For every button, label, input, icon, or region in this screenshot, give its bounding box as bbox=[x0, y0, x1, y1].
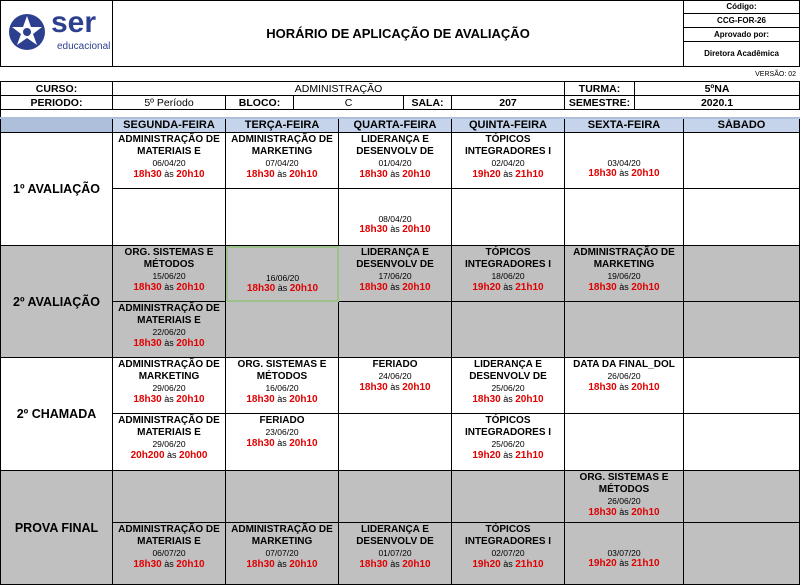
ser-logo-icon bbox=[7, 10, 47, 54]
start-time: 18h30 bbox=[133, 558, 162, 570]
exam-date: 06/07/20 bbox=[152, 548, 186, 559]
time-separator: às bbox=[274, 558, 290, 569]
start-time: 19h20 bbox=[472, 168, 501, 180]
exam-time bbox=[452, 394, 564, 406]
start-time: 20h200 bbox=[130, 449, 165, 461]
end-time: 20h10 bbox=[631, 381, 660, 393]
time-separator: às bbox=[616, 381, 632, 392]
end-time: 20h00 bbox=[179, 449, 208, 461]
exam-time bbox=[226, 169, 338, 181]
end-time: 20h10 bbox=[176, 393, 205, 405]
time-separator: às bbox=[500, 449, 516, 460]
time-separator: às bbox=[500, 558, 516, 569]
slot-r2b-5[interactable] bbox=[565, 302, 684, 358]
time-separator: às bbox=[616, 281, 632, 292]
subject-label: ORG. SISTEMAS E MÉTODOS bbox=[237, 359, 327, 383]
exam-date: 08/04/20 bbox=[378, 214, 412, 224]
exam-time bbox=[339, 282, 451, 294]
subject-label bbox=[565, 134, 683, 158]
end-time: 21h10 bbox=[515, 449, 544, 461]
slot-r2b-4[interactable] bbox=[452, 302, 565, 358]
slot-r2b-6[interactable] bbox=[684, 302, 800, 358]
exam-time bbox=[226, 438, 338, 450]
time-separator: às bbox=[616, 506, 632, 517]
start-time: 19h20 bbox=[588, 558, 617, 570]
subject-label: ORG. SISTEMAS E MÉTODOS bbox=[579, 472, 669, 496]
end-time: 21h10 bbox=[515, 281, 544, 293]
sala-label: SALA: bbox=[404, 96, 452, 110]
exam-time bbox=[452, 169, 564, 181]
start-time: 18h30 bbox=[133, 337, 162, 349]
start-time: 18h30 bbox=[359, 224, 388, 236]
start-time: 18h30 bbox=[359, 558, 388, 570]
slot-r1a-4[interactable] bbox=[452, 133, 565, 189]
start-time: 18h30 bbox=[133, 168, 162, 180]
time-separator: às bbox=[387, 381, 403, 392]
start-time: 18h30 bbox=[246, 437, 275, 449]
start-time: 19h20 bbox=[472, 281, 501, 293]
subject-label bbox=[228, 249, 337, 273]
slot-r3b-6[interactable] bbox=[684, 414, 800, 471]
start-time: 18h30 bbox=[133, 281, 162, 293]
end-time: 20h10 bbox=[289, 437, 318, 449]
day-header-3: QUARTA-FEIRA bbox=[339, 118, 452, 133]
exam-date: 16/06/20 bbox=[265, 383, 299, 394]
time-separator: às bbox=[275, 283, 290, 294]
exam-time bbox=[226, 394, 338, 406]
exam-date: 29/06/20 bbox=[152, 383, 186, 394]
exam-time bbox=[113, 450, 225, 462]
day-header-2: TERÇA-FEIRA bbox=[226, 118, 339, 133]
time-separator: às bbox=[387, 224, 403, 235]
semestre-label: SEMESTRE: bbox=[565, 96, 635, 110]
slot-r1b-3[interactable] bbox=[339, 189, 452, 246]
row-label-1: 1º AVALIAÇÃO bbox=[0, 133, 113, 246]
curso-value: ADMINISTRAÇÃO bbox=[113, 82, 565, 96]
logo-name: ser bbox=[51, 6, 97, 39]
semestre-value: 2020.1 bbox=[635, 96, 800, 110]
slot-r4a-5[interactable] bbox=[565, 471, 684, 523]
day-header-5: SEXTA-FEIRA bbox=[565, 118, 684, 133]
exam-date: 18/06/20 bbox=[491, 271, 525, 282]
exam-time bbox=[565, 282, 683, 294]
version-label: VERSÃO: 02 bbox=[755, 71, 796, 78]
turma-value: 5ºNA bbox=[635, 82, 800, 96]
end-time: 20h10 bbox=[402, 281, 431, 293]
end-time: 20h10 bbox=[402, 558, 431, 570]
slot-r4b-1[interactable] bbox=[113, 523, 226, 585]
start-time: 18h30 bbox=[359, 168, 388, 180]
exam-time bbox=[565, 507, 683, 519]
logo-box bbox=[0, 0, 113, 67]
row-label-4: PROVA FINAL bbox=[0, 471, 113, 585]
exam-date: 25/06/20 bbox=[491, 439, 525, 450]
slot-r1b-5[interactable] bbox=[565, 189, 684, 246]
slot-r1b-6[interactable] bbox=[684, 189, 800, 246]
logo-subtitle: educacional bbox=[57, 41, 111, 52]
time-separator: às bbox=[387, 558, 403, 569]
end-time: 21h10 bbox=[631, 558, 660, 570]
slot-r3a-6[interactable] bbox=[684, 358, 800, 414]
slot-r4a-4[interactable] bbox=[452, 471, 565, 523]
slot-r3b-4[interactable] bbox=[452, 414, 565, 471]
end-time: 20h10 bbox=[402, 168, 431, 180]
exam-date: 16/06/20 bbox=[265, 273, 300, 283]
exam-date: 19/06/20 bbox=[607, 271, 641, 282]
end-time: 20h10 bbox=[631, 506, 660, 518]
time-separator: às bbox=[164, 449, 180, 460]
slot-r2a-2[interactable] bbox=[226, 246, 339, 302]
end-time: 20h10 bbox=[289, 558, 318, 570]
exam-time bbox=[113, 338, 225, 350]
sala-value: 207 bbox=[452, 96, 565, 110]
exam-time bbox=[113, 169, 225, 181]
start-time: 19h20 bbox=[472, 558, 501, 570]
start-time: 18h30 bbox=[246, 393, 275, 405]
end-time: 20h10 bbox=[289, 393, 318, 405]
slot-r1a-3[interactable] bbox=[339, 133, 452, 189]
header-corner-cell bbox=[0, 118, 113, 133]
slot-r3a-3[interactable] bbox=[339, 358, 452, 414]
end-time: 20h10 bbox=[176, 558, 205, 570]
slot-r1b-1[interactable] bbox=[113, 189, 226, 246]
slot-r2a-3[interactable] bbox=[339, 246, 452, 302]
end-time: 20h10 bbox=[631, 168, 660, 180]
subject-label: TÓPICOS INTEGRADORES I bbox=[464, 415, 552, 439]
start-time: 18h30 bbox=[133, 393, 162, 405]
slot-r4b-2[interactable] bbox=[226, 523, 339, 585]
slot-r1a-5[interactable] bbox=[565, 133, 684, 189]
start-time: 18h30 bbox=[472, 393, 501, 405]
start-time: 18h30 bbox=[588, 168, 617, 180]
start-time: 18h30 bbox=[359, 381, 388, 393]
slot-r4a-6[interactable] bbox=[684, 471, 800, 523]
exam-date: 01/04/20 bbox=[378, 158, 412, 169]
time-separator: às bbox=[500, 168, 516, 179]
exam-time bbox=[565, 168, 683, 180]
bloco-value: C bbox=[294, 96, 404, 110]
exam-time bbox=[565, 558, 683, 570]
slot-r1b-4[interactable] bbox=[452, 189, 565, 246]
time-separator: às bbox=[616, 558, 632, 569]
subject-label: ORG. SISTEMAS E MÉTODOS bbox=[124, 247, 214, 271]
subject-label: LIDERANÇA E DESENVOLV DE bbox=[469, 359, 547, 383]
subject-label: ADMINISTRAÇÃO DE MATERIAIS E bbox=[118, 303, 220, 327]
start-time: 18h30 bbox=[588, 281, 617, 293]
start-time: 19h20 bbox=[472, 449, 501, 461]
subject-label: DATA DA FINAL_DOL bbox=[573, 359, 675, 370]
end-time: 20h10 bbox=[176, 281, 205, 293]
exam-time bbox=[339, 224, 451, 236]
slot-r4a-1[interactable] bbox=[113, 471, 226, 523]
slot-r1a-6[interactable] bbox=[684, 133, 800, 189]
exam-time bbox=[452, 559, 564, 571]
end-time: 20h10 bbox=[515, 393, 544, 405]
curso-label: CURSO: bbox=[0, 82, 113, 96]
exam-date: 26/06/20 bbox=[607, 371, 641, 382]
slot-r4b-4[interactable] bbox=[452, 523, 565, 585]
slot-r1a-2[interactable] bbox=[226, 133, 339, 189]
time-separator: às bbox=[500, 393, 516, 404]
exam-date: 02/04/20 bbox=[491, 158, 525, 169]
exam-time bbox=[226, 559, 338, 571]
subject-label: ADMINISTRAÇÃO DE MARKETING bbox=[118, 359, 220, 383]
slot-r4b-3[interactable] bbox=[339, 523, 452, 585]
exam-time bbox=[339, 559, 451, 571]
exam-date: 03/07/20 bbox=[607, 548, 641, 558]
turma-label: TURMA: bbox=[565, 82, 635, 96]
end-time: 21h10 bbox=[515, 168, 544, 180]
end-time: 20h10 bbox=[631, 281, 660, 293]
end-time: 20h10 bbox=[402, 224, 431, 236]
header-strip bbox=[0, 117, 800, 119]
slot-r3b-2[interactable] bbox=[226, 414, 339, 471]
exam-date: 26/06/20 bbox=[607, 496, 641, 507]
slot-r2a-5[interactable] bbox=[565, 246, 684, 302]
exam-time bbox=[452, 282, 564, 294]
subject-label: FERIADO bbox=[259, 415, 305, 426]
end-time: 20h10 bbox=[176, 168, 205, 180]
subject-label: ADMINISTRAÇÃO DE MATERIAIS E bbox=[118, 415, 220, 439]
exam-time bbox=[113, 282, 225, 294]
time-separator: às bbox=[274, 437, 290, 448]
time-separator: às bbox=[161, 558, 177, 569]
subject-label bbox=[339, 190, 451, 214]
slot-r2a-6[interactable] bbox=[684, 246, 800, 302]
periodo-value: 5º Período bbox=[113, 96, 226, 110]
exam-time bbox=[565, 382, 683, 394]
exam-date: 03/04/20 bbox=[607, 158, 641, 168]
time-separator: às bbox=[274, 393, 290, 404]
exam-time bbox=[113, 559, 225, 571]
slot-r3a-4[interactable] bbox=[452, 358, 565, 414]
slot-r2b-3[interactable] bbox=[339, 302, 452, 358]
subject-label: TÓPICOS INTEGRADORES I bbox=[464, 247, 552, 271]
slot-r3b-3[interactable] bbox=[339, 414, 452, 471]
slot-r3b-5[interactable] bbox=[565, 414, 684, 471]
subject-label: LIDERANÇA E DESENVOLV DE bbox=[356, 134, 434, 158]
subject-label: LIDERANÇA E DESENVOLV DE bbox=[356, 247, 434, 271]
exam-time bbox=[228, 283, 337, 295]
end-time: 20h10 bbox=[176, 337, 205, 349]
exam-time bbox=[339, 169, 451, 181]
codigo-value: CCG-FOR-26 bbox=[684, 14, 800, 28]
subject-label: LIDERANÇA E DESENVOLV DE bbox=[356, 524, 434, 548]
row-label-2: 2º AVALIAÇÃO bbox=[0, 246, 113, 358]
subject-label: TÓPICOS INTEGRADORES I bbox=[464, 134, 552, 158]
time-separator: às bbox=[161, 281, 177, 292]
start-time: 18h30 bbox=[588, 381, 617, 393]
exam-date: 17/06/20 bbox=[378, 271, 412, 282]
slot-r2b-1[interactable] bbox=[113, 302, 226, 358]
time-separator: às bbox=[161, 168, 177, 179]
slot-r3a-1[interactable] bbox=[113, 358, 226, 414]
subject-label: ADMINISTRAÇÃO DE MARKETING bbox=[573, 247, 675, 271]
start-time: 18h30 bbox=[588, 506, 617, 518]
time-separator: às bbox=[387, 168, 403, 179]
exam-date: 15/06/20 bbox=[152, 271, 186, 282]
exam-date: 01/07/20 bbox=[378, 548, 412, 559]
subject-label: FERIADO bbox=[372, 359, 418, 370]
start-time: 18h30 bbox=[246, 558, 275, 570]
slot-r2a-1[interactable] bbox=[113, 246, 226, 302]
aprovado-label: Aprovado por: bbox=[684, 28, 800, 42]
start-time: 18h30 bbox=[359, 281, 388, 293]
slot-r2b-2[interactable] bbox=[226, 302, 339, 358]
end-time: 20h10 bbox=[402, 381, 431, 393]
subject-label: ADMINISTRAÇÃO DE MARKETING bbox=[231, 134, 333, 158]
day-header-1: SEGUNDA-FEIRA bbox=[113, 118, 226, 133]
subject-label: ADMINISTRAÇÃO DE MARKETING bbox=[231, 524, 333, 548]
subject-label: ADMINISTRAÇÃO DE MATERIAIS E bbox=[118, 524, 220, 548]
schedule-grid bbox=[0, 118, 800, 585]
exam-time bbox=[113, 394, 225, 406]
time-separator: às bbox=[616, 168, 632, 179]
time-separator: às bbox=[161, 393, 177, 404]
codigo-label: Código: bbox=[684, 0, 800, 14]
slot-r1b-2[interactable] bbox=[226, 189, 339, 246]
subject-label: TÓPICOS INTEGRADORES I bbox=[464, 524, 552, 548]
exam-date: 29/06/20 bbox=[152, 439, 186, 450]
row-label-3: 2º CHAMADA bbox=[0, 358, 113, 471]
end-time: 21h10 bbox=[515, 558, 544, 570]
slot-r4a-2[interactable] bbox=[226, 471, 339, 523]
subject-label bbox=[565, 524, 683, 548]
exam-date: 06/04/20 bbox=[152, 158, 186, 169]
exam-time bbox=[339, 382, 451, 394]
start-time: 18h30 bbox=[246, 168, 275, 180]
exam-date: 02/07/20 bbox=[491, 548, 525, 559]
slot-r4b-6[interactable] bbox=[684, 523, 800, 585]
slot-r4b-5[interactable] bbox=[565, 523, 684, 585]
slot-r3a-5[interactable] bbox=[565, 358, 684, 414]
exam-date: 22/06/20 bbox=[152, 327, 186, 338]
day-header-6: SÁBADO bbox=[684, 118, 800, 133]
exam-date: 07/04/20 bbox=[265, 158, 299, 169]
bloco-label: BLOCO: bbox=[226, 96, 294, 110]
aprovado-value: Diretora Acadêmica bbox=[684, 42, 800, 67]
end-time: 20h10 bbox=[289, 283, 319, 295]
slot-r1a-1[interactable] bbox=[113, 133, 226, 189]
time-separator: às bbox=[387, 281, 403, 292]
time-separator: às bbox=[274, 168, 290, 179]
subject-label: ADMINISTRAÇÃO DE MATERIAIS E bbox=[118, 134, 220, 158]
time-separator: às bbox=[161, 337, 177, 348]
exam-time bbox=[452, 450, 564, 462]
time-separator: às bbox=[500, 281, 516, 292]
slot-r3b-1[interactable] bbox=[113, 414, 226, 471]
exam-date: 07/07/20 bbox=[265, 548, 299, 559]
end-time: 20h10 bbox=[289, 168, 318, 180]
slot-r4a-3[interactable] bbox=[339, 471, 452, 523]
day-header-4: QUINTA-FEIRA bbox=[452, 118, 565, 133]
exam-date: 24/06/20 bbox=[378, 371, 412, 382]
slot-r2a-4[interactable] bbox=[452, 246, 565, 302]
periodo-label: PERIODO: bbox=[0, 96, 113, 110]
slot-r3a-2[interactable] bbox=[226, 358, 339, 414]
page-title: HORÁRIO DE APLICAÇÃO DE AVALIAÇÃO bbox=[113, 0, 684, 67]
exam-date: 25/06/20 bbox=[491, 383, 525, 394]
exam-date: 23/06/20 bbox=[265, 427, 299, 438]
start-time: 18h30 bbox=[246, 283, 276, 295]
